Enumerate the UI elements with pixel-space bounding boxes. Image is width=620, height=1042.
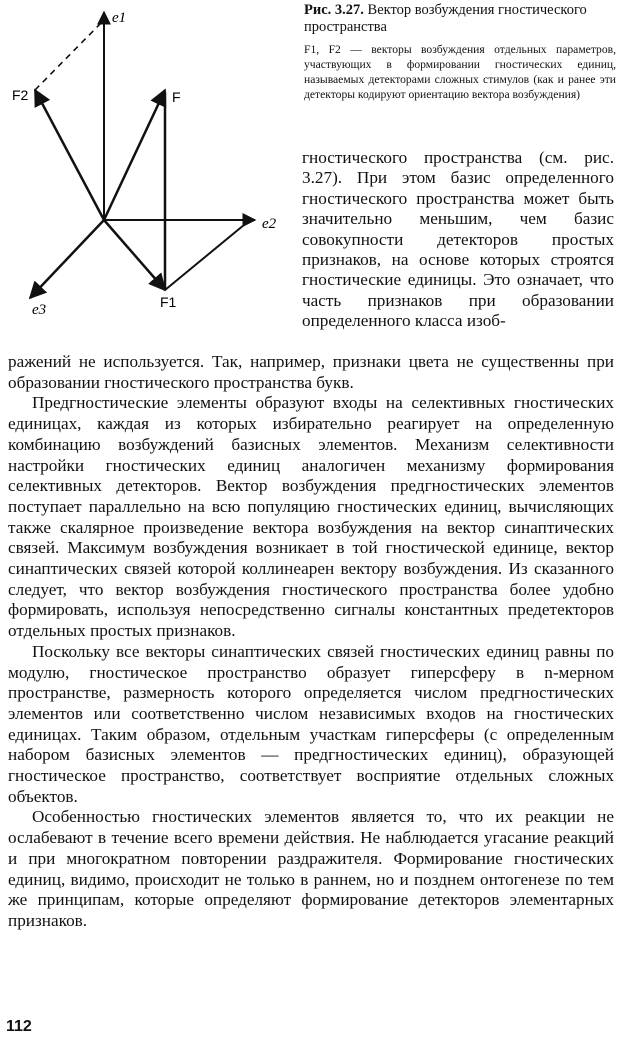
- caption-text: F1, F2 — векторы возбуждения отдельных параметров, участвующих в формировании гностических единиц, называемых детекторами сложных стимулов (как и ранее эти детекторы кодируют ориентацию вектора возбуждения): [304, 43, 616, 101]
- page-number: 112: [6, 1018, 32, 1035]
- label-e2: e2: [262, 216, 277, 232]
- paragraph: ражений не используется. Так, например, признаки цвета не существенны при образовании гностического пространства букв.: [8, 352, 614, 392]
- projection-f1-e2: [165, 220, 250, 290]
- label-e1: e1: [112, 10, 127, 26]
- dashed-f2-e1: [35, 20, 104, 90]
- caption-title: [304, 2, 616, 36]
- caption-title-text: Вектор возбуждения гностического пространства: [304, 2, 587, 35]
- figure-caption: [304, 2, 616, 102]
- main-body-text: [8, 352, 614, 932]
- vector-f: [104, 90, 165, 220]
- axis-e3: [30, 220, 104, 298]
- wrap-text-paragraph: гностического пространства (см. рис. 3.27). При этом базис определенного гностического пространства может быть значительно меньшим, чем базис совокупности детекторов простых признаков, на основе которых строятся гностические единицы. Это означает, что часть признаков при образовании определенного класса изоб-: [302, 148, 614, 331]
- label-f: F: [172, 89, 181, 105]
- label-f2: F2: [12, 87, 29, 103]
- label-f1: F1: [160, 294, 177, 310]
- paragraph: Поскольку все векторы синаптических связей гностических единиц равны по модулю, гностическое пространство образует гиперсферу в n-мерном пространстве, размерность которого определяется числом предгностических элементов или соответственно числом независимых входов на гностических единицах. Таким образом, отдельным участкам гиперсферы (с определенным набором базисных элементов — предгностических единиц), образующей гностическое пространство, соответствует восприятие отдельных сложных объектов.: [8, 641, 614, 806]
- figure-vector-diagram: [0, 0, 300, 330]
- vector-f2: [35, 90, 104, 220]
- paragraph: Предгностические элементы образуют входы на селективных гностических единицах, каждая из которых избирательно реагирует на определенную комбинацию возбуждений базисных элементов. Механизм селективности настройки гностических единиц аналогичен механизму формирования селективных детекторов. Вектор возбуждения предгностических элементов поступает параллельно на всю популяцию гностических единиц, вычисляющих также скалярное произведение вектора возбуждения на вектор синаптических связей. Максимум возбуждения возникает в той гностической единице, вектор синаптических связей которой коллинеарен вектору возбуждения. Из сказанного следует, что вектор возбуждения гностического пространства более удобно формировать, используя непосредственно сигналы константных предетекторов отдельных простых признаков.: [8, 393, 614, 641]
- vector-f1: [104, 220, 165, 290]
- caption-number: Рис. 3.27.: [304, 2, 364, 18]
- vector-diagram-svg: [0, 0, 300, 330]
- paragraph: Особенностью гностических элементов является то, что их реакции не ослабевают в течение всего времени действия. Не наблюдается угасание реакций и при многократном повторении раздражителя. Формирование гностических единиц, видимо, происходит не только в раннем, но и позднем онтогенезе по тем же принципам, которые определяют формирование детекторов элементарных признаков.: [8, 807, 614, 930]
- label-e3: e3: [32, 302, 47, 318]
